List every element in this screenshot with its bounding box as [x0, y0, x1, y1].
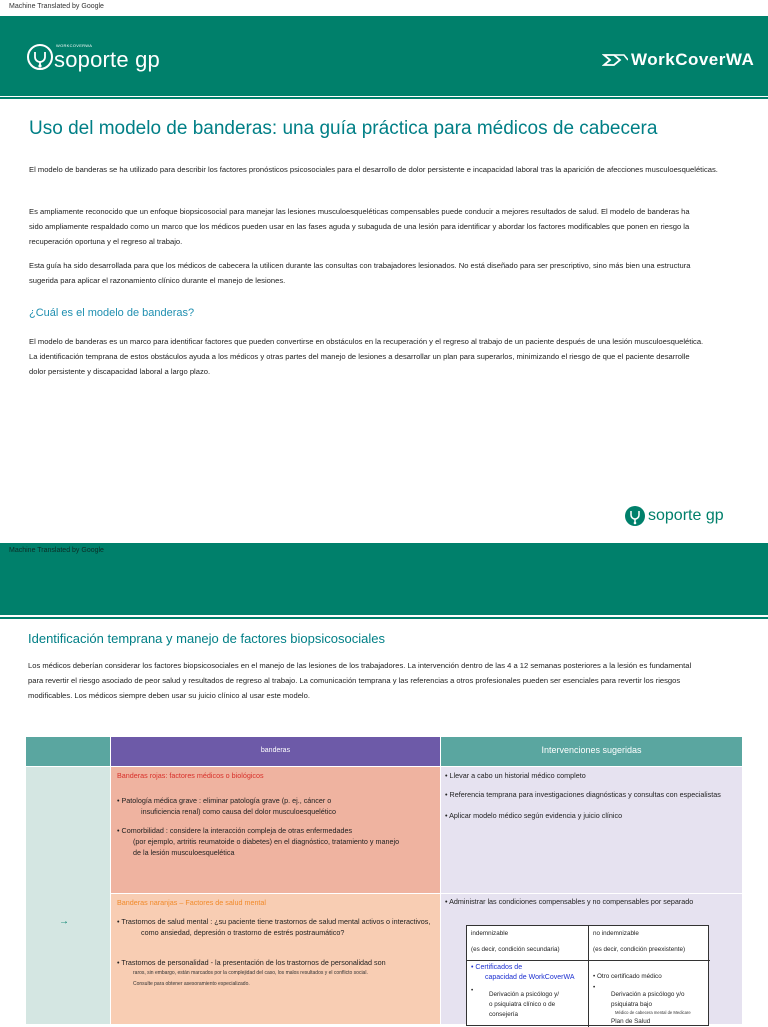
footer-stethoscope-icon	[624, 505, 646, 527]
header-rule	[0, 97, 768, 99]
orange-flag-note	[133, 970, 368, 988]
other-certificate-item: • Otro certificado médico	[593, 973, 662, 980]
item-line: insuficiencia renal) como causa del dolor musculoesquelético	[141, 807, 336, 816]
compensable-subheader: (es decir, condición secundaria)	[471, 946, 560, 953]
table-divider	[588, 926, 589, 1027]
item-line: Derivación a psicólogo y/o	[611, 991, 685, 998]
paragraph-line: La identificación temprana de estos obstáculos ayuda a los médicos y otras partes del manejo de lesiones a desarrollar un plan para superarlos, minimizando el riesgo de que el paciente desarrolle	[29, 352, 690, 361]
non-compensable-subheader: (es decir, condición preexistente)	[593, 946, 686, 953]
item-line: consejería	[489, 1011, 519, 1018]
intervention-item: • Referencia temprana para investigaciones diagnósticas y consultas con especialistas	[445, 790, 721, 799]
brand-small-text: WORKCOVERWA	[56, 43, 93, 48]
machine-translation-note: Machine Translated by Google	[9, 3, 104, 10]
table-header-blank	[26, 737, 110, 766]
paragraph-line: recuperación oportuna y el regreso al trabajo.	[29, 237, 183, 246]
note-line: raros, sin embargo, están marcados por la complejidad del caso, los malos resultados y el conflicto social.	[133, 970, 368, 976]
footer-brand-logo: soporte gp	[648, 507, 724, 524]
intervention-item: • Aplicar modelo médico según evidencia y juicio clínico	[445, 811, 623, 820]
paragraph-line: Es ampliamente reconocido que un enfoque biopsicosocial para manejar las lesiones musculoesqueléticas compensables puede conducir a mejores resultados de salud. El modelo de banderas ha	[29, 207, 690, 216]
intervention-item: • Llevar a cabo un historial médico completo	[445, 771, 586, 780]
page2-header-banner	[0, 543, 768, 615]
paragraph-line: sido ampliamente respaldado como un marco que los médicos pueden usar en las fases aguda y subaguda de una lesión para identificar y abordar los factores modificables que ponen en riesgo la	[29, 222, 690, 231]
table-header-interventions	[441, 737, 742, 766]
bullet-marker: •	[593, 984, 596, 991]
non-compensable-header: no indemnizable	[593, 930, 639, 937]
stethoscope-icon	[27, 44, 53, 70]
orange-flags-cell	[111, 894, 440, 1024]
table-side-column	[26, 767, 110, 1024]
item-line: • Patología médica grave : eliminar patología grave (p. ej., cáncer o	[117, 796, 332, 805]
workcover-certificate-link[interactable]: • Certificados de capacidad de WorkCoverWA	[471, 964, 575, 981]
bullet-marker: •	[471, 987, 474, 994]
orange-flags-title: Banderas naranjas – Factores de salud mental	[117, 898, 267, 907]
flags-column-label: banderas	[260, 747, 291, 754]
brand-logo-text: soporte gp	[54, 47, 160, 72]
arrow-right-icon: →	[59, 916, 69, 927]
paragraph-line: modificables. Los médicos siempre deben usar su juicio clínico al usar este modelo.	[28, 691, 310, 700]
interventions-column-label: Intervenciones sugeridas	[541, 745, 642, 755]
table-divider	[467, 960, 710, 961]
flags-model-paragraph	[29, 334, 749, 379]
compensable-table	[466, 925, 709, 1026]
paragraph-line: El modelo de banderas es un marco para identificar factores que pueden convertirse en obstáculos en la recuperación y el regreso al trabajo de un paciente después de una lesión musculoesquelética.	[29, 337, 704, 346]
orange-flag-item	[117, 916, 430, 938]
health-plan-item: Plan de Salud	[611, 1018, 651, 1025]
link-line[interactable]: Certificados de	[475, 964, 523, 971]
item-line: psiquiatra bajo	[611, 1001, 652, 1008]
partner-logo-text: WorkCoverWA	[631, 50, 755, 69]
page2-heading: Identificación temprana y manejo de factores biopsicosociales	[28, 631, 385, 646]
page2-header-rule	[0, 617, 768, 619]
red-flag-item	[117, 795, 336, 817]
item-line: Derivación a psicólogo y/	[489, 991, 560, 998]
item-line: • Trastornos de salud mental : ¿su paciente tiene trastornos de salud mental activos o interactivos,	[117, 917, 431, 926]
item-line: (por ejemplo, artritis reumatoide o diabetes) en el diagnóstico, tratamiento y manejo	[133, 837, 400, 846]
medicare-note: Médico de cabecera mental de Medicare	[615, 1010, 691, 1015]
item-line: de la lesión musculoesquelética	[133, 848, 235, 857]
red-flag-item	[117, 825, 399, 858]
intro-paragraph: El modelo de banderas se ha utilizado para describir los factores pronósticos psicosociales para el desarrollo de dolor persistente e incapacidad laboral tras la aparición de afecciones musculoesqueléticas.	[29, 165, 718, 174]
orange-flag-item: • Trastornos de personalidad - la presentación de los trastornos de personalidad son	[117, 958, 386, 967]
link-line[interactable]: capacidad de WorkCoverWA	[485, 974, 575, 981]
red-flags-cell	[111, 767, 440, 893]
header-banner	[0, 16, 768, 96]
biopsychosocial-paragraph	[29, 204, 749, 249]
red-flags-title: Banderas rojas: factores médicos o biológicos	[117, 771, 264, 780]
intervention-item: • Administrar las condiciones compensables y no compensables por separado	[445, 897, 694, 906]
machine-translation-note-2: Machine Translated by Google	[9, 547, 104, 554]
item-line: • Comorbilidad : considere la interacción compleja de otras enfermedades	[117, 826, 353, 835]
page-title: Uso del modelo de banderas: una guía práctica para médicos de cabecera	[29, 118, 658, 139]
item-line: o psiquiatra clínico o de	[489, 1001, 556, 1008]
compensable-referral	[489, 990, 559, 1020]
page2-paragraph	[28, 658, 748, 703]
paragraph-line: Esta guía ha sido desarrollada para que los médicos de cabecera la utilicen durante las consultas con trabajadores lesionados. No está diseñado para ser prescriptivo, sino más bien una estructura	[29, 261, 691, 270]
red-interventions-cell	[441, 767, 742, 893]
item-line: como ansiedad, depresión o trastorno de estrés postraumático?	[141, 928, 345, 937]
non-compensable-referral	[611, 990, 685, 1010]
paragraph-line: Los médicos deberían considerar los factores biopsicosociales en el manejo de las lesiones de los trabajadores. La intervención dentro de las 4 a 12 semanas posteriores a la lesión es fundamental	[28, 661, 692, 670]
workcover-icon	[602, 52, 628, 68]
paragraph-line: sugerida para aplicar el razonamiento clínico durante el manejo de lesiones.	[29, 276, 286, 285]
compensable-header: indemnizable	[471, 930, 509, 937]
guide-purpose-paragraph	[29, 258, 749, 288]
paragraph-line: dolor persistente y discapacidad laboral a largo plazo.	[29, 367, 211, 376]
section-subheading: ¿Cuál es el modelo de banderas?	[29, 307, 195, 319]
table-header-flags	[111, 737, 440, 766]
note-line: Consulte para obtener asesoramiento especializado.	[133, 981, 250, 987]
paragraph-line: para revertir el riesgo asociado de peor salud y resultados de regreso al trabajo. La comunicación temprana y las referencias a otros profesionales pueden ser esenciales para revertir los riesgos	[28, 676, 681, 685]
